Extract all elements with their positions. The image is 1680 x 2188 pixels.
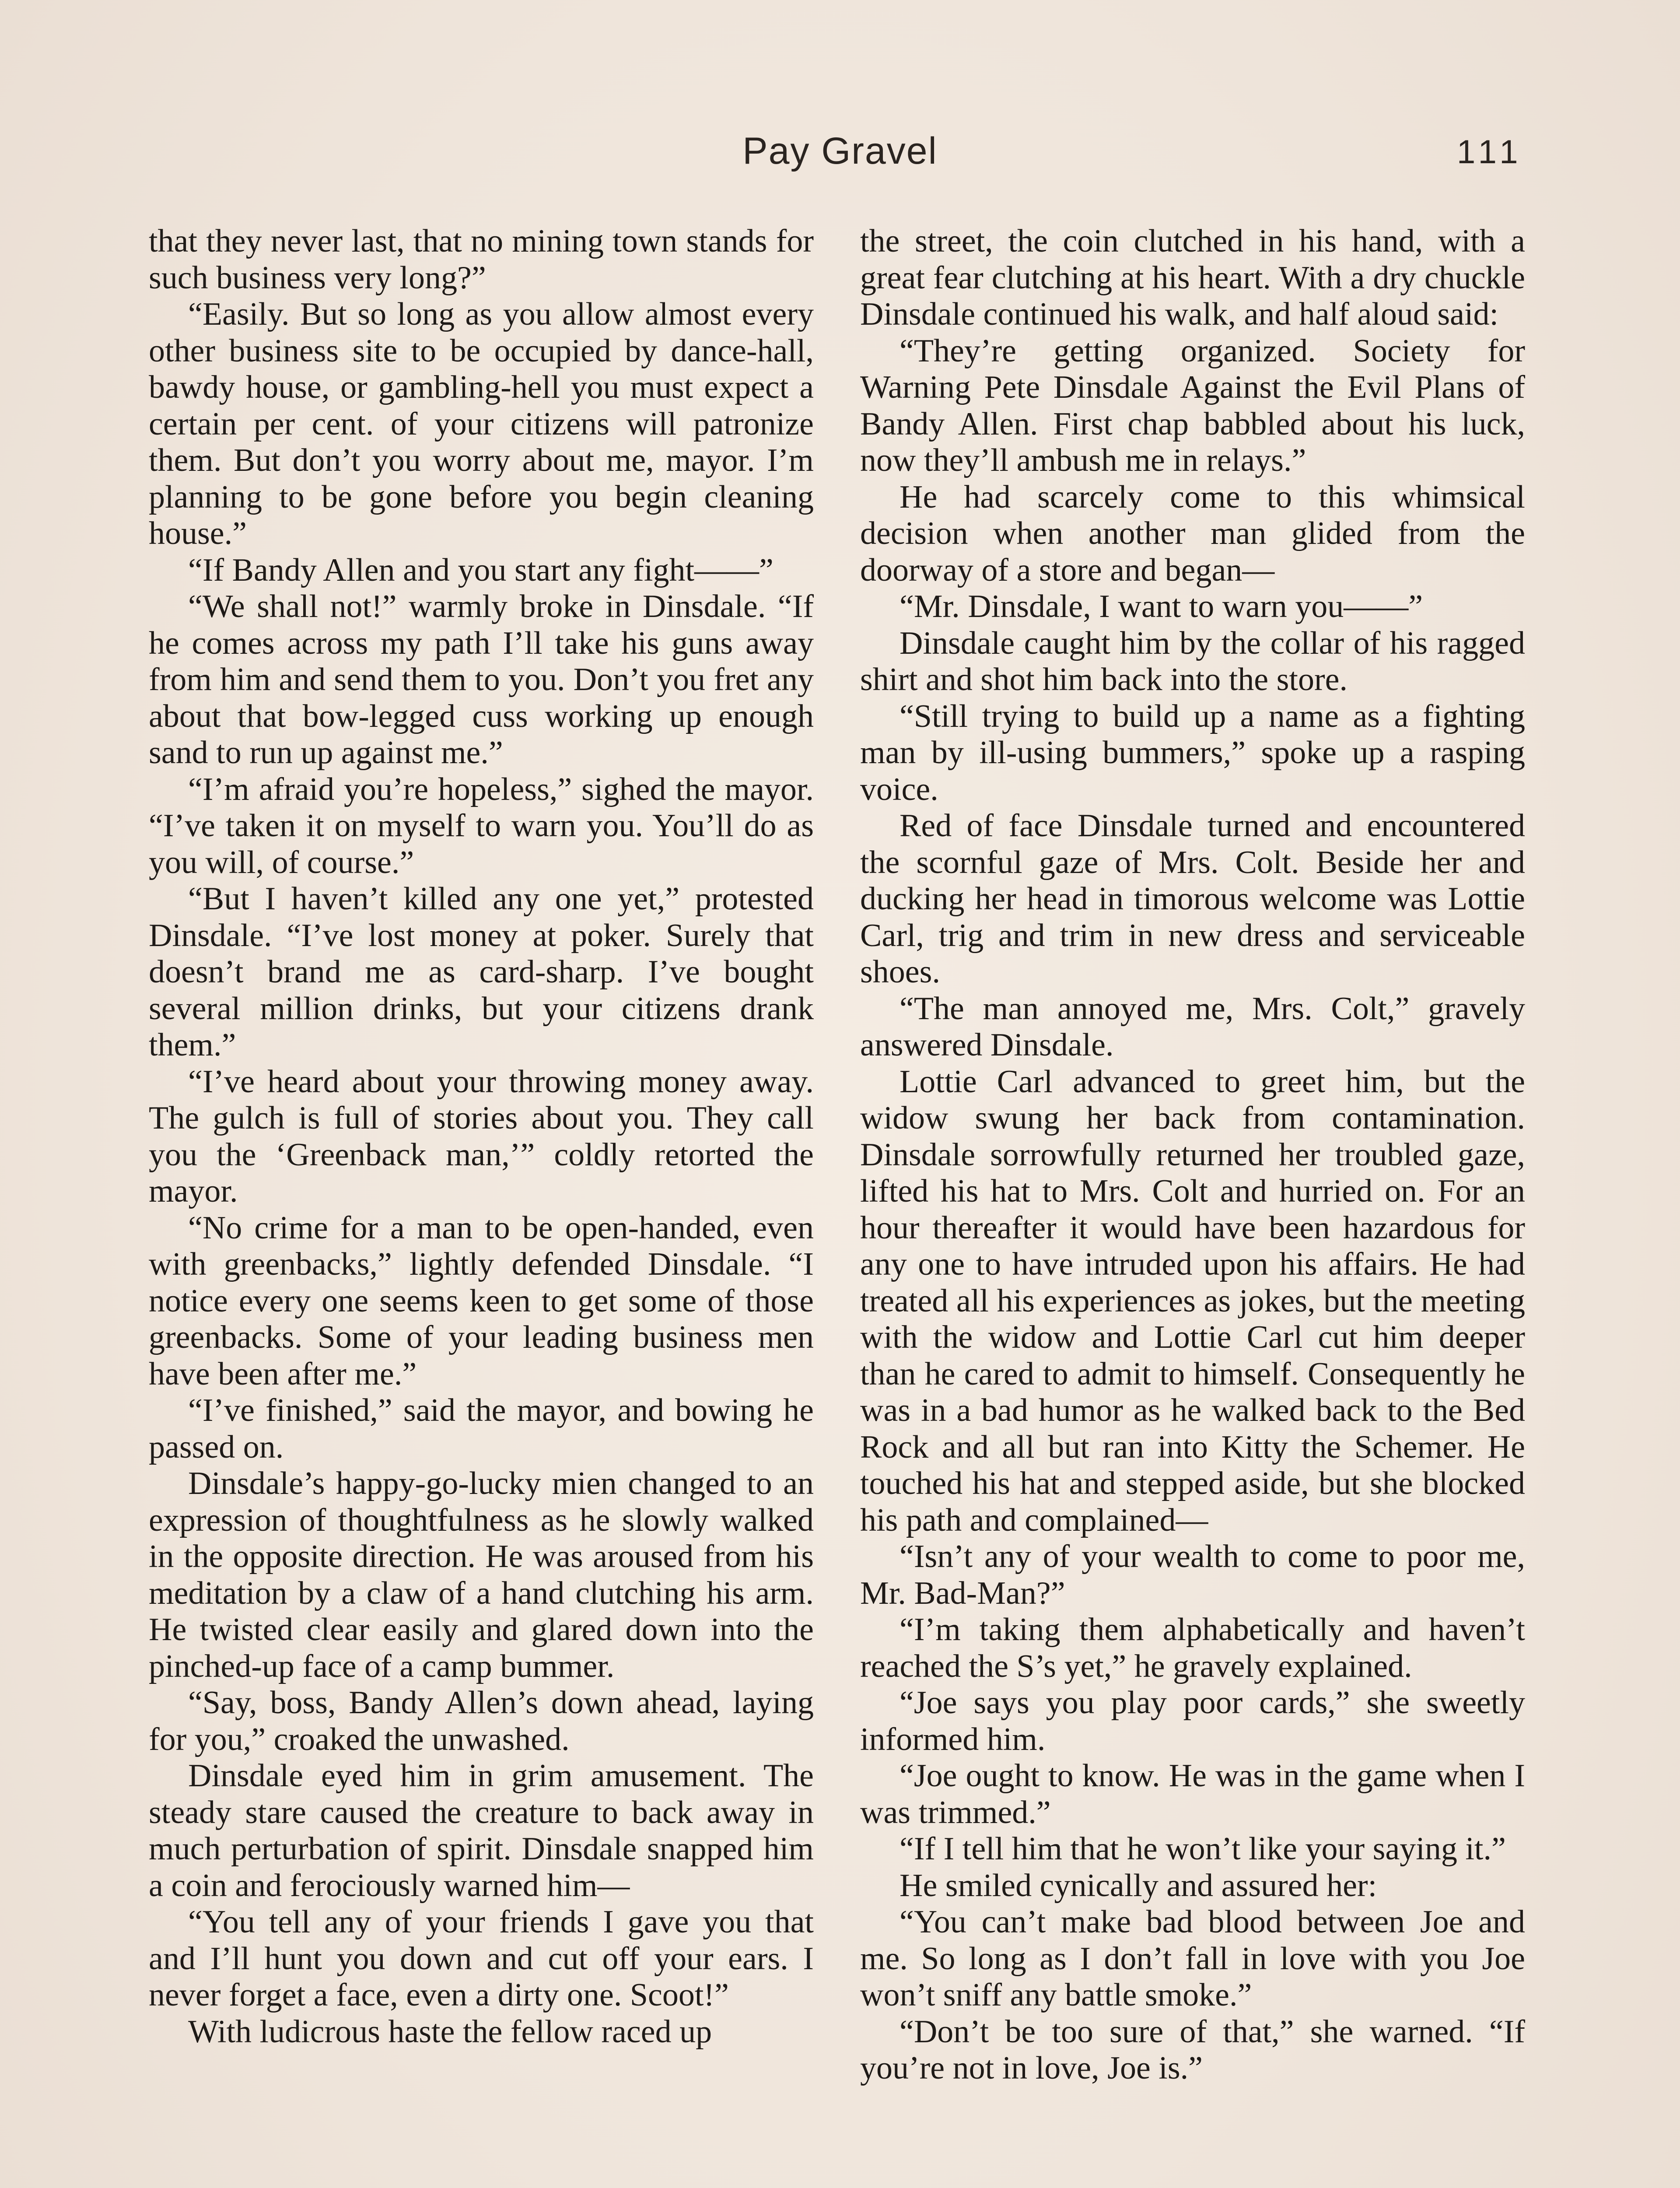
paragraph: “I’ve finished,” said the mayor, and bowing he passed on. [149,1392,814,1465]
paragraph: “I’m taking them alphabetically and haven’t reached the S’s yet,” he gravely explained. [860,1612,1525,1684]
paragraph: “The man annoyed me, Mrs. Colt,” gravely answered Dinsdale. [860,990,1525,1063]
paragraph: “Don’t be too sure of that,” she warned. “If you’re not in love, Joe is.” [860,2013,1525,2086]
paragraph: “We shall not!” warmly broke in Dinsdale. “If he comes across my path I’ll take his guns away from him and send them to you. Don’t you fret any about that bow-legged cuss working up enough sand to run up against me.” [149,589,814,771]
paragraph: Dinsdale’s happy-go-lucky mien changed to an expression of thoughtfulness as he slowly walked in the opposite direction. He was aroused from his meditation by a claw of a hand clutching his arm. He twisted clear easily and glared down into the pinched-up face of a camp bummer. [149,1466,814,1684]
paragraph: “Say, boss, Bandy Allen’s down ahead, laying for you,” croaked the unwashed. [149,1685,814,1757]
paragraph: He smiled cynically and assured her: [900,1867,1377,1904]
paragraph: With ludicrous haste the fellow raced up [188,2013,712,2050]
paragraph: “Still trying to build up a name as a fighting man by ill-using bummers,” spoke up a rasping voice. [860,698,1525,807]
paragraph: Dinsdale caught him by the collar of his ragged shirt and shot him back into the store. [860,625,1525,698]
paragraph: “I’m afraid you’re hopeless,” sighed the mayor. “I’ve taken it on myself to warn you. You’ll do as you will, of course.” [149,771,814,880]
paragraph: Dinsdale eyed him in grim amusement. The steady stare caused the creature to back away in much perturbation of spirit. Dinsdale snapped him a coin and ferociously warned him— [149,1758,814,1904]
paragraph: Lottie Carl advanced to greet him, but the widow swung her back from contamination. Dinsdale sorrowfully returned her troubled gaze, lifted his hat to Mrs. Colt and hurried on. For an hour thereafter it would have been hazardous for any one to have intruded upon his affairs. He had treated all his experiences as jokes, but the meeting with the widow and Lottie Carl cut him deeper than he cared to admit to himself. Consequently he was in a bad humor as he walked back to the Bed Rock and all but ran into Kitty the Schemer. He touched his hat and stepped aside, but she blocked his path and complained— [860,1063,1525,1538]
paragraph: “Joe says you play poor cards,” she sweetly informed him. [860,1685,1525,1757]
page-number: 111 [1457,133,1523,171]
paragraph: “If I tell him that he won’t like your saying it.” [900,1831,1506,1867]
paragraph: “No crime for a man to be open-handed, even with greenbacks,” lightly defended Dinsdale. “I notice every one seems keen to get some of those greenbacks. Some of your leading business men have been after me.” [149,1210,814,1392]
paragraph: that they never last, that no mining town stands for such business very long?” [149,223,814,296]
paragraph: “You can’t make bad blood between Joe and me. So long as I don’t fall in love with you Joe won’t sniff any battle smoke.” [860,1904,1525,2013]
left-column [149,223,814,2050]
paragraph: “Isn’t any of your wealth to come to poor me, Mr. Bad-Man?” [860,1539,1525,1611]
paragraph: “I’ve heard about your throwing money away. The gulch is full of stories about you. They call you the ‘Greenback man,’” coldly retorted the mayor. [149,1063,814,1209]
paragraph: “You tell any of your friends I gave you that and I’ll hunt you down and cut off your ears. I never forget a face, even a dirty one. Scoot!” [149,1904,814,2013]
paragraph: “Joe ought to know. He was in the game when I was trimmed.” [860,1758,1525,1830]
paragraph: “But I haven’t killed any one yet,” protested Dinsdale. “I’ve lost money at poker. Surely that doesn’t brand me as card-sharp. I’ve bought several million drinks, but your citizens drank them.” [149,881,814,1063]
right-column [860,223,1525,2087]
running-title: Pay Gravel [742,130,938,172]
paragraph: “Mr. Dinsdale, I want to warn you——” [900,589,1423,624]
paragraph: Red of face Dinsdale turned and encountered the scornful gaze of Mrs. Colt. Beside her and ducking her head in timorous welcome was Lottie Carl, trig and trim in new dress and serviceable shoes. [860,808,1525,990]
paragraph: the street, the coin clutched in his hand, with a great fear clutching at his heart. With a dry chuckle Dinsdale continued his walk, and half aloud said: [860,223,1525,332]
paragraph: “Easily. But so long as you allow almost every other business site to be occupied by dance-hall, bawdy house, or gambling-hell you must expect a certain per cent. of your citizens will patronize them. But don’t you worry about me, mayor. I’m planning to be gone before you begin cleaning house.” [149,296,814,551]
paragraph: “They’re getting organized. Society for Warning Pete Dinsdale Against the Evil Plans of Bandy Allen. First chap babbled about his luck, now they’ll ambush me in relays.” [860,333,1525,478]
paragraph: “If Bandy Allen and you start any fight——” [188,552,774,588]
paragraph: He had scarcely come to this whimsical decision when another man glided from the doorway of a store and began— [860,479,1525,588]
